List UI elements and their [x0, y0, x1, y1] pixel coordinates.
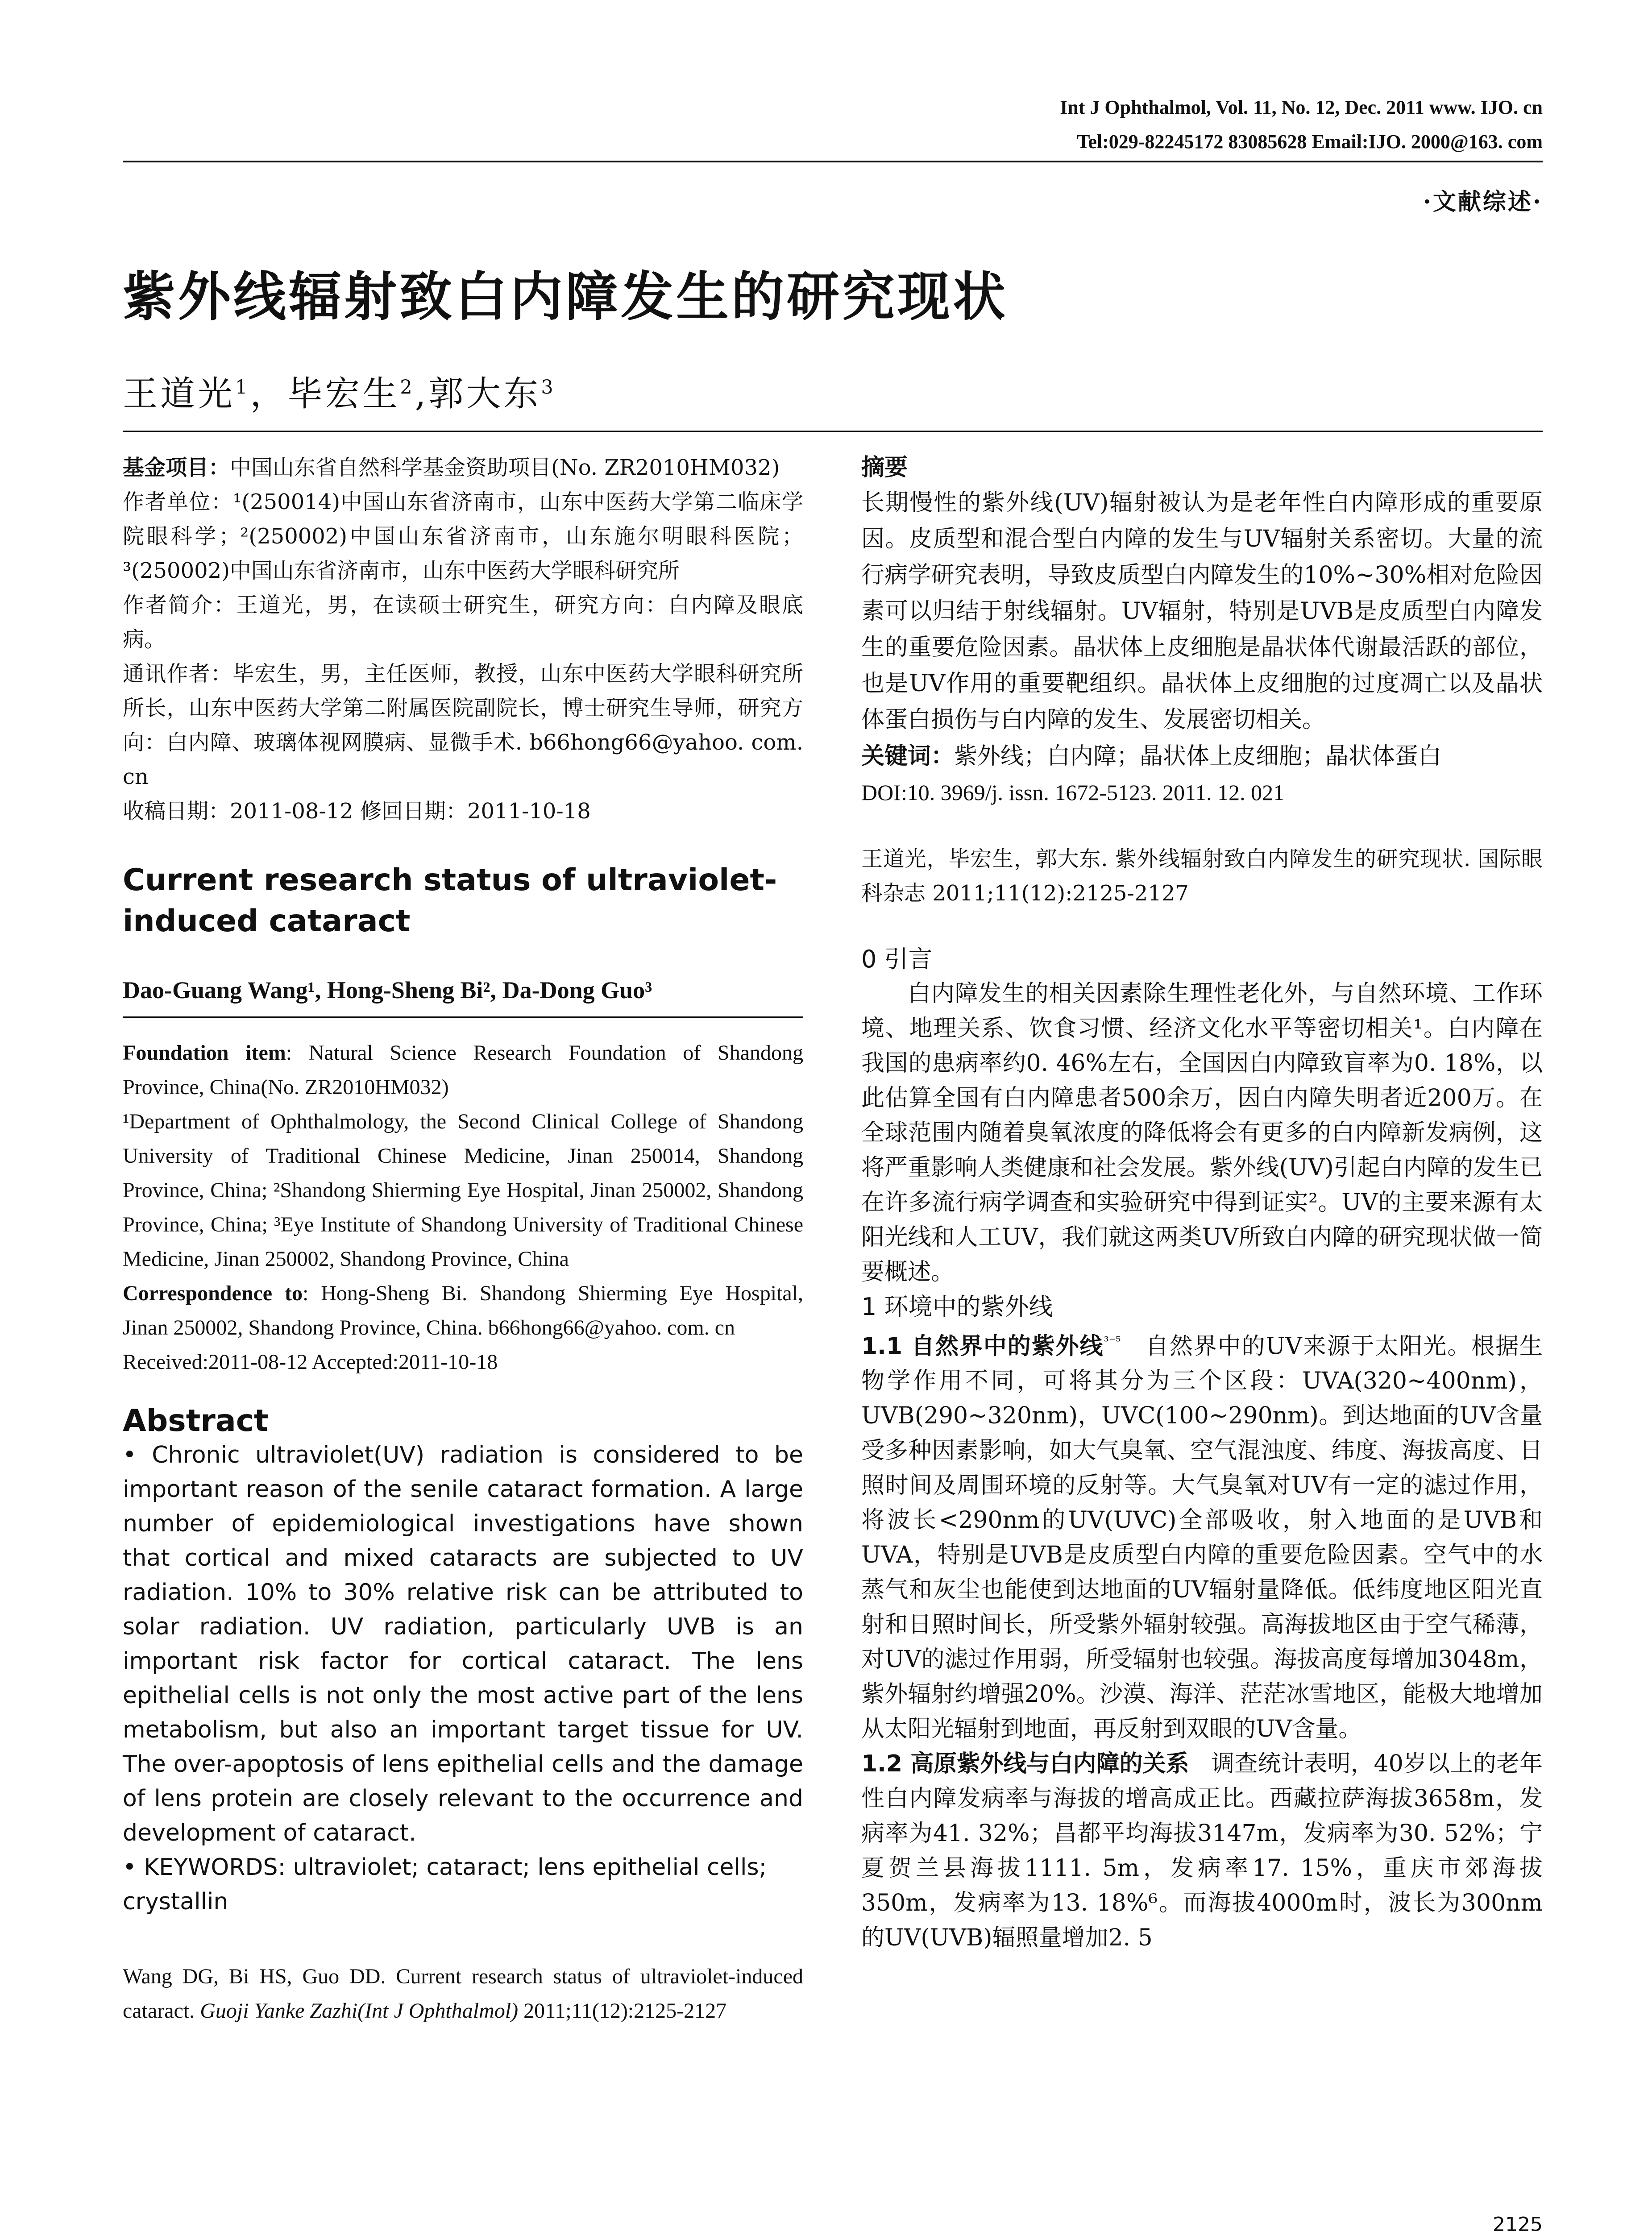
english-authors: Dao-Guang Wang¹, Hong-Sheng Bi², Da-Dong Guo³ — [123, 977, 652, 1004]
cn-abstract-text: 长期慢性的紫外线(UV)辐射被认为是老年性白内障形成的重要原因。皮质型和混合型白内障的发生与UV辐射关系密切。大量的流行病学研究表明，导致皮质型白内障发生的10%~30%相对危险因素可以归结于射线辐射。UV辐射，特别是UVB是皮质型白内障发生的重要危险因素。晶状体上皮细胞是晶状体代谢最活跃的部位，也是UV作用的重要靶组织。晶状体上皮细胞的过度凋亡以及晶状体蛋白损伤与白内障的发生、发展密切相关。 — [861, 489, 1543, 733]
english-dates: Received:2011-08-12 Accepted:2011-10-18 — [123, 1350, 498, 1374]
left-column — [123, 451, 803, 2028]
section-0-heading: 0 引言 — [861, 945, 933, 973]
author-name: 王道光 — [123, 374, 236, 414]
english-correspondence: Correspondence to: Hong-Sheng Bi. Shandong Shierming Eye Hospital, Jinan 250002, Shandong Province, China. b66hong66@yahoo. com. cn — [123, 1281, 804, 1339]
english-citation: Wang DG, Bi HS, Guo DD. Current research status of ultraviolet-induced cataract. Guoji Yanke Zazhi(Int J Ophthalmol) 2011;11(12):2125-2127 — [123, 1965, 803, 2023]
doi: DOI:10. 3969/j. issn. 1672-5123. 2011. 12. 021 — [861, 780, 1285, 805]
section-1-1-text: 1.1 自然界中的紫外线$^{^{3-5}}$ 自然界中的UV来源于太阳光。根据生物学作用不同，可将其分为三个区段：UVA(320~400nm)，UVB(290~320nm)，UVC(100~290nm)。到达地面的UV含量受多种因素影响，如大气臭氧、空气混浊度、纬度、海拔高度、日照时间及周围环境的反射等。大气臭氧对UV有一定的滤过作用，将波长<290nm的UV(UVC)全部吸收，射入地面的是UVB和UVA，特别是UVB是皮质型白内障的重要危险因素。空气中的水蒸气和灰尘也能使到达地面的UV辐射量降低。低纬度地区阳光直射和日照时间长，所受紫外辐射较强。高海拔地区由于空气稀薄，对UV的滤过作用弱，所受辐射也较强。海拔高度每增加3048m，紫外辐射约增强20%。沙漠、海洋、茫茫冰雪地区，能极大地增加从太阳光辐射到地面，再反射到双眼的UV含量。 — [861, 1333, 1543, 1743]
right-column — [861, 451, 1543, 1955]
abstract-heading: Abstract — [123, 1403, 269, 1439]
author-list: 王道光$^1$，毕宏生$^2$,郭大东$^3$ — [123, 374, 556, 414]
section-1-heading: 1 环境中的紫外线 — [861, 1293, 1053, 1321]
section-1-2-text: 1.2 高原紫外线与白内障的关系 调查统计表明，40岁以上的老年性白内障发病率与海拔的增高成正比。西藏拉萨海拔3658m，发病率为41. 32%；昌都平均海拔3147m，发病率为30. 52%；宁夏贺兰县海拔1111. 5m，发病率17. 15%，重庆市郊海拔350m，发病率为13. 18%⁶。而海拔4000m时，波长为300nm的UV(UVB)辐照量增加2. 5 — [861, 1750, 1543, 1952]
received-dates: 收稿日期：2011-08-12 修回日期：2011-10-18 — [123, 799, 591, 824]
author-name: ，毕宏生 — [250, 374, 400, 414]
author-bio: 作者简介：王道光，男，在读硕士研究生，研究方向：白内障及眼底病。 — [123, 593, 803, 652]
section-0-text: 白内障发生的相关因素除生理性老化外，与自然环境、工作环境、地理关系、饮食习惯、经济文化水平等密切相关¹。白内障在我国的患病率约0. 46%左右，全国因白内障致盲率为0. 18%，以此估算全国有白内障患者500余万，因白内障失明者近200万。在全球范围内随着臭氧浓度的降低将会有更多的白内障新发病例，这将严重影响人类健康和社会发展。紫外线(UV)引起白内障的发生已在许多流行病学调查和实验研究中得到证实²。UV的主要来源有太阳光线和人工UV，我们就这两类UV所致白内障的研究现状做一简要概述。 — [861, 980, 1543, 1286]
author-name: ,郭大东 — [415, 374, 541, 414]
journal-contact: Tel:029-82245172 83085628 Email:IJO. 2000@163. com — [1077, 131, 1543, 153]
cn-abstract-heading: 摘要 — [861, 454, 908, 481]
article-title: 紫外线辐射致白内障发生的研究现状 — [123, 266, 1009, 328]
title-rule — [123, 431, 1543, 432]
cn-citation: 王道光，毕宏生，郭大东. 紫外线辐射致白内障发生的研究现状. 国际眼科杂志 2011;11(12):2125-2127 — [861, 846, 1543, 906]
keywords: • KEYWORDS: ultraviolet; cataract; lens epithelial cells; crystallin — [123, 1854, 767, 1915]
english-foundation: Foundation item: Natural Science Research Foundation of Shandong Province, China(No. ZR2010HM032) — [123, 1041, 803, 1099]
section-tag: ·文献综述· — [1423, 188, 1543, 216]
cn-keywords: 关键词：紫外线；白内障；晶状体上皮细胞；晶状体蛋白 — [861, 742, 1442, 770]
english-affiliations: ¹Department of Ophthalmology, the Second Clinical College of Shandong University of Traditional Chinese Medicine, Jinan 250014, Shandong Province, China; ²Shandong Shierming Eye Hospital, Jinan 250002, Shandong Province, China; ³Eye Institute of Shandong University of Traditional Chinese Medicine, Jinan 250002, Shandong Province, China — [123, 1110, 803, 1271]
page-number: 2125 — [1493, 2213, 1543, 2231]
affiliation-note: 作者单位：¹(250014)中国山东省济南市，山东中医药大学第二临床学院眼科学；²(250002)中国山东省济南市，山东施尔明眼科医院；³(250002)中国山东省济南市，山东中医药大学眼科研究所 — [123, 489, 803, 583]
authors-rule — [123, 1016, 803, 1018]
journal-info: Int J Ophthalmol, Vol. 11, No. 12, Dec. 2011 www. IJO. cn — [1060, 96, 1543, 118]
english-title: Current research status of ultraviolet-induced cataract — [123, 863, 777, 939]
abstract-text: • Chronic ultraviolet(UV) radiation is considered to be important reason of the senile cataract formation. A large number of epidemiological investigations have shown that cortical and mixed cataracts are subjected to UV radiation. 10% to 30% relative risk can be attributed to solar radiation. UV radiation, particularly UVB is an important risk factor for cortical cataract. The lens epithelial cells is not only the most active part of the lens metabolism, but also an important target tissue for UV. The over-apoptosis of lens epithelial cells and the damage of lens protein are closely relevant to the occurrence and development of cataract. — [123, 1442, 803, 1846]
header-rule — [123, 161, 1543, 162]
foundation-note: 基金项目：中国山东省自然科学基金资助项目(No. ZR2010HM032) — [123, 455, 780, 480]
correspondence-note: 通讯作者：毕宏生，男，主任医师，教授，山东中医药大学眼科研究所所长，山东中医药大学第二附属医院副院长，博士研究生导师，研究方向：白内障、玻璃体视网膜病、显微手术. b66hong66@yahoo. com. cn — [123, 661, 803, 789]
